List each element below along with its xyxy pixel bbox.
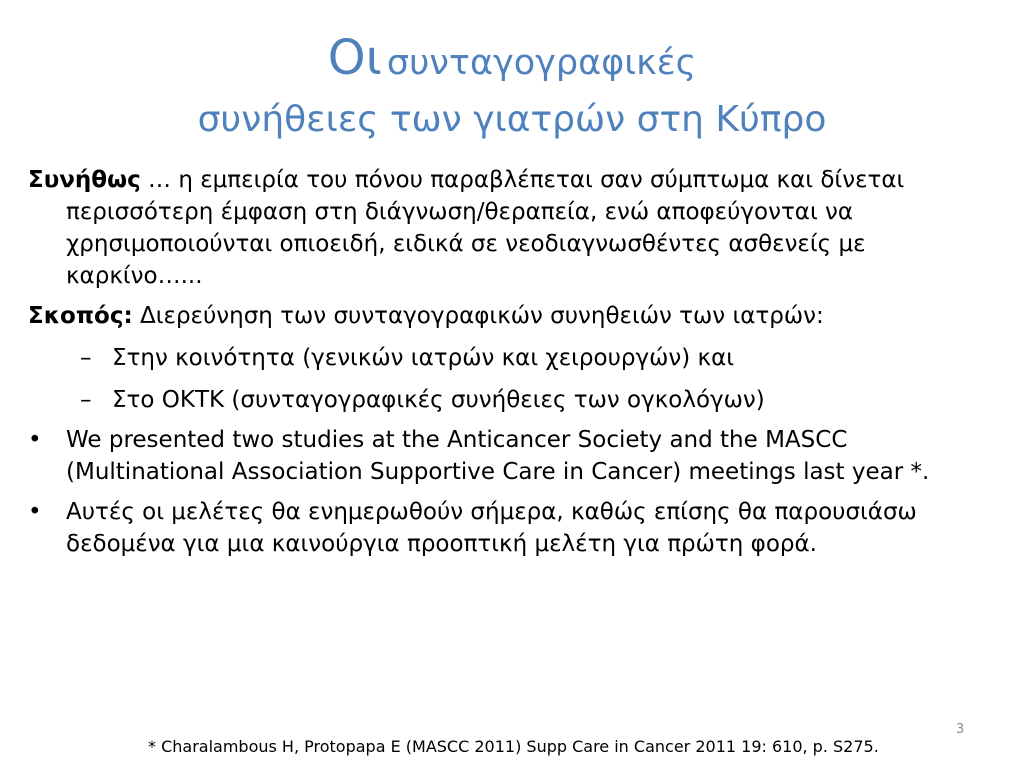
paragraph-lead: Συνήθως — [28, 167, 141, 193]
bullet-text: Αυτές οι μελέτες θα ενημερωθούν σήμερα, καθώς επίσης θα παρουσιάσω δεδομένα για μια καινούργια προοπτική μελέτη για πρώτη φορά. — [66, 499, 917, 557]
paragraph-text: … η εμπειρία του πόνου παραβλέπεται σαν σύμπτωμα και δίνεται περισσότερη έμφαση στη διάγνωση/θεραπεία, ενώ αποφεύγονται να χρησιμοποιούνται οπιοειδή, ειδικά σε νεοδιαγνωσθέντες ασθενείς με καρκίνο…... — [66, 167, 905, 289]
dash-marker: – — [80, 345, 92, 371]
sub-item-text: Στο ΟΚΤΚ (συνταγογραφικές συνήθειες των ογκολόγων) — [112, 387, 765, 413]
bullet-item — [28, 496, 1008, 560]
bullet-marker: • — [28, 499, 42, 525]
slide-body — [28, 164, 1008, 560]
dash-marker: – — [80, 387, 92, 413]
title-line-1-rest: συνταγογραφικές — [386, 43, 697, 83]
title-line-2: συνήθειες των γιατρών στη Κύπρο — [197, 99, 827, 140]
slide-number: 3 — [956, 722, 965, 737]
bullet-marker: • — [28, 427, 42, 453]
paragraph-lead: Σκοπός: — [28, 303, 133, 329]
sub-item — [28, 384, 1008, 416]
title-line-1 — [0, 30, 1024, 98]
bullet-item — [28, 424, 1008, 488]
sub-item — [28, 342, 1008, 374]
paragraph-aim — [28, 300, 1008, 332]
title-word-large: Οι — [327, 30, 382, 86]
paragraph-usually — [28, 164, 1008, 292]
slide-title — [0, 30, 1024, 140]
bullet-text: We presented two studies at the Anticancer Society and the MASCC (Multinational Association Supportive Care in Cancer) meetings last year *. — [66, 427, 930, 485]
paragraph-text: Διερεύνηση των συνταγογραφικών συνηθειών των ιατρών: — [132, 303, 824, 329]
footnote: * Charalambous H, Protopapa E (MASCC 2011) Supp Care in Cancer 2011 19: 610, p. S275. — [148, 737, 879, 756]
sub-item-text: Στην κοινότητα (γενικών ιατρών και χειρουργών) και — [112, 345, 735, 371]
